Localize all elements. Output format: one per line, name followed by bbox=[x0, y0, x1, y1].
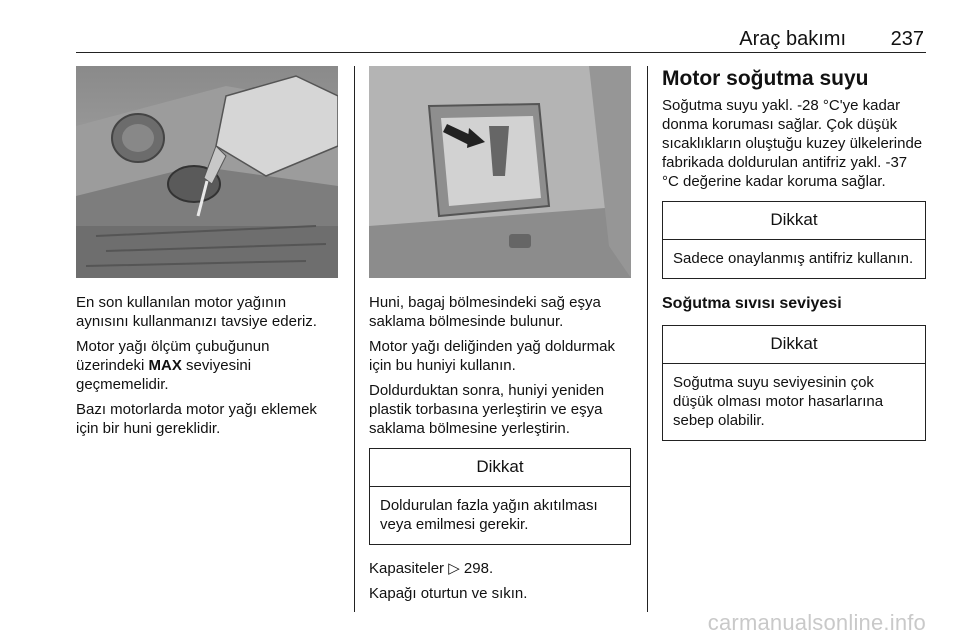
caution-notice bbox=[662, 325, 926, 441]
section-title: Araç bakımı bbox=[739, 28, 846, 50]
engine-oil-fill-photo bbox=[76, 66, 338, 278]
notice-body: Doldurulan fazla yağın akıtılması veya emilmesi gerekir. bbox=[380, 497, 598, 533]
text-span: Motor yağı ölçüm çubuğunun üzerindeki bbox=[76, 338, 270, 374]
paragraph: Soğutma suyu yakl. -28 °C'ye kadar donma koruması sağlar. Çok düşük sıcaklıkların oluştuğu kuzey ülkelerinde fabrikada doldurulan antifriz yakl. -37 °C değerine kadar koruma sağlar. bbox=[662, 97, 923, 190]
notice-title: Dikkat bbox=[663, 326, 925, 364]
text-span: Kapasiteler bbox=[369, 560, 449, 577]
section-heading: Motor soğutma suyu bbox=[662, 67, 869, 90]
caution-notice bbox=[662, 201, 926, 279]
page-header bbox=[76, 26, 926, 53]
paragraph bbox=[76, 337, 338, 394]
notice-body: Sadece onaylanmış antifriz kullanın. bbox=[673, 250, 914, 267]
page-number: 237 bbox=[890, 28, 924, 50]
paragraph: Doldurduktan sonra, huniyi yeniden plastik torbasına yerleştirin ve eşya saklama bölmesine yerleştirin. bbox=[369, 382, 605, 437]
paragraph: Bazı motorlarda motor yağı eklemek için bir huni gereklidir. bbox=[76, 401, 317, 437]
caution-notice bbox=[369, 448, 631, 545]
column-divider bbox=[354, 66, 355, 612]
column-1-text bbox=[76, 293, 338, 438]
column-2-text bbox=[369, 293, 631, 603]
paragraph bbox=[369, 559, 631, 578]
paragraph: En son kullanılan motor yağının aynısını kullanmanızı tavsiye ederiz. bbox=[76, 294, 317, 330]
max-label: MAX bbox=[148, 357, 182, 374]
paragraph: Motor yağı deliğinden yağ doldurmak için bu huniyi kullanın. bbox=[369, 338, 615, 374]
column-2 bbox=[369, 66, 631, 609]
column-3 bbox=[662, 66, 926, 455]
subsection-heading: Soğutma sıvısı seviyesi bbox=[662, 295, 842, 312]
text-span: seviyesini geçmemelidir. bbox=[76, 357, 252, 393]
notice-title: Dikkat bbox=[663, 202, 925, 240]
page-reference: 298. bbox=[459, 560, 494, 577]
paragraph: Huni, bagaj bölmesindeki sağ eşya saklama bölmesinde bulunur. bbox=[369, 294, 601, 330]
arrow-reference-icon: ▷ bbox=[448, 560, 460, 577]
paragraph: Kapağı oturtun ve sıkın. bbox=[369, 585, 528, 602]
notice-title: Dikkat bbox=[370, 449, 630, 487]
column-1 bbox=[76, 66, 338, 444]
trunk-storage-funnel-photo bbox=[369, 66, 631, 278]
column-divider bbox=[647, 66, 648, 612]
notice-body: Soğutma suyu seviyesinin çok düşük olması motor hasarlarına sebep olabilir. bbox=[673, 374, 884, 429]
watermark: carmanualsonline.info bbox=[707, 610, 926, 635]
